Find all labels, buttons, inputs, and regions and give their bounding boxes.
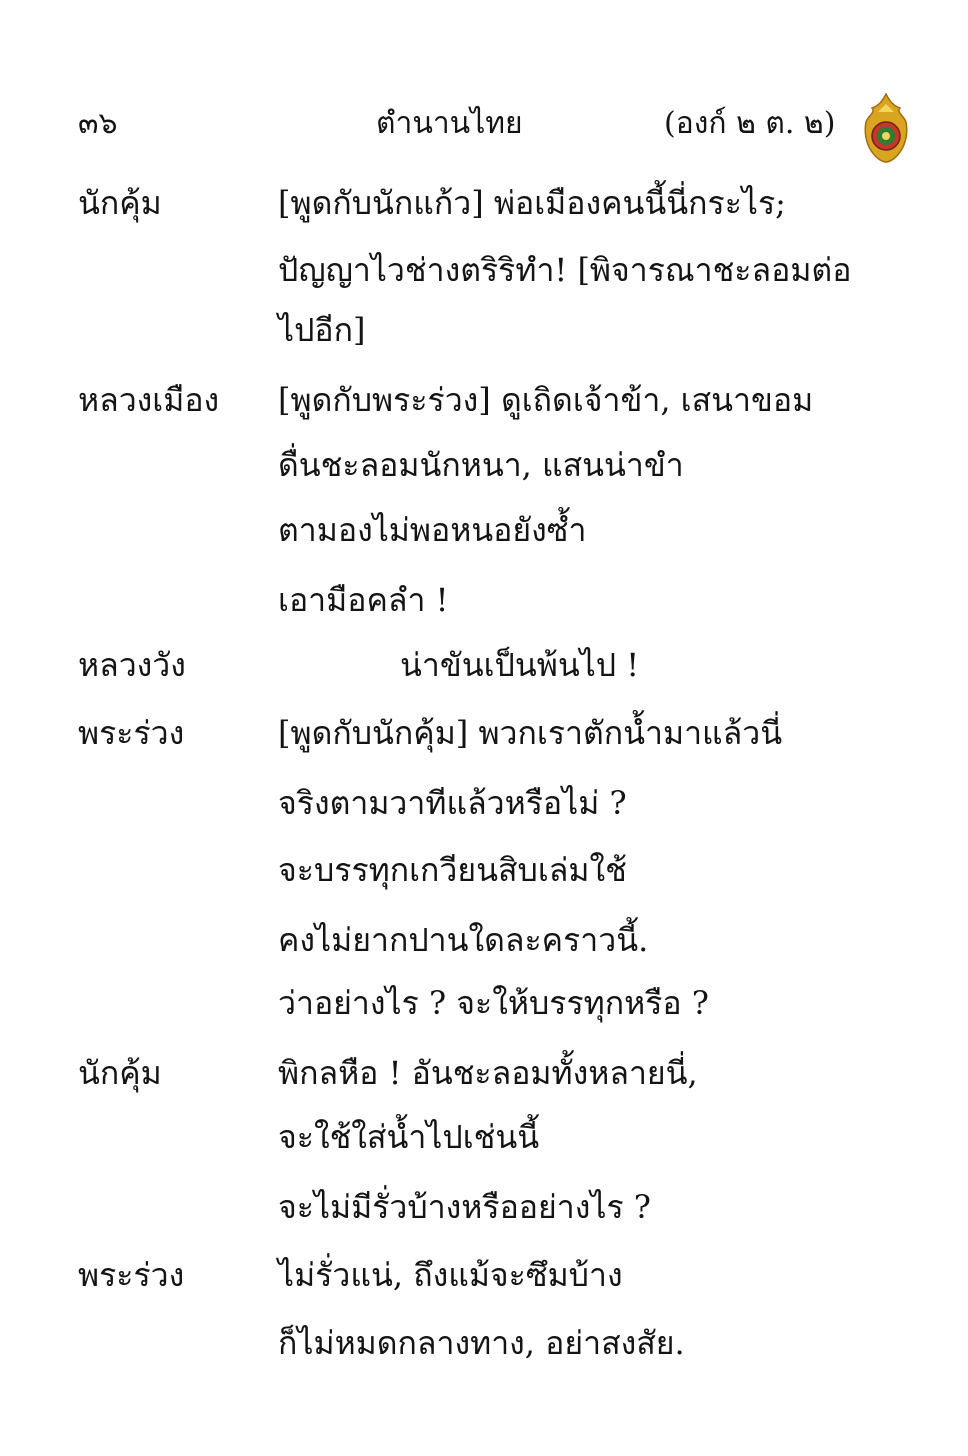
dialogue-line [0, 575, 968, 635]
dialogue-line [0, 915, 968, 975]
dialogue-line [0, 1112, 968, 1172]
dialogue-line [0, 1318, 968, 1378]
dialogue-line [0, 505, 968, 565]
speaker-name: หลวงเมือง [78, 381, 220, 419]
dialogue-text: ก็ไม่หมดกลางทาง, อย่าสงสัย. [278, 1324, 685, 1362]
dialogue-text: ว่าอย่างไร ? จะให้บรรทุกหรือ ? [278, 984, 709, 1022]
dialogue-text: [พูดกับนักคุ้ม] พวกเราตักน้ำมาแล้วนี่ [278, 714, 783, 752]
dialogue-line [0, 978, 968, 1038]
royal-emblem-icon [860, 92, 912, 164]
running-title: ตำนานไทย [376, 106, 523, 141]
dialogue-text: น่าขันเป็นพ้นไป ! [400, 646, 640, 684]
dialogue-line [0, 245, 968, 305]
dialogue-text: ตามองไม่พอหนอยังซ้ำ [278, 511, 587, 549]
speaker-name: นักคุ้ม [78, 1054, 162, 1092]
speaker-name: พระร่วง [78, 1256, 185, 1294]
dialogue-line [0, 1250, 968, 1310]
dialogue-line [0, 640, 968, 700]
dialogue-text: ดื่นชะลอมนักหนา, แสนน่าขำ [278, 446, 684, 484]
dialogue-line [0, 708, 968, 768]
dialogue-line [0, 778, 968, 838]
speaker-name: หลวงวัง [78, 646, 186, 684]
speaker-name: นักคุ้ม [78, 184, 162, 222]
dialogue-text: จะบรรทุกเกวียนสิบเล่มใช้ [278, 851, 627, 889]
dialogue-line [0, 178, 968, 238]
speaker-name: พระร่วง [78, 714, 185, 752]
dialogue-line [0, 1048, 968, 1108]
dialogue-text: เอามือคลำ ! [278, 581, 449, 619]
page-header [0, 100, 968, 150]
dialogue-line [0, 1182, 968, 1242]
dialogue-text: จริงตามวาทีแล้วหรือไม่ ? [278, 784, 627, 822]
dialogue-line [0, 305, 968, 365]
dialogue-text: คงไม่ยากปานใดละคราวนี้. [278, 921, 649, 959]
dialogue-text: ปัญญาไวช่างตริริทำ! [พิจารณาชะลอมต่อ [278, 251, 852, 289]
dialogue-text: [พูดกับพระร่วง] ดูเถิดเจ้าข้า, เสนาขอม [278, 381, 814, 419]
dialogue-text: จะใช้ใส่น้ำไปเช่นนี้ [278, 1118, 540, 1156]
page-number: ๓๖ [78, 106, 118, 141]
dialogue-text: ไม่รั่วแน่, ถึงแม้จะซึมบ้าง [278, 1256, 623, 1294]
dialogue-text: ไปอีก] [278, 311, 366, 349]
dialogue-line [0, 845, 968, 905]
dialogue-line [0, 375, 968, 435]
dialogue-text: พิกลหือ ! อันชะลอมทั้งหลายนี่, [278, 1054, 698, 1092]
dialogue-text: จะไม่มีรั่วบ้างหรืออย่างไร ? [278, 1188, 651, 1226]
dialogue-line [0, 440, 968, 500]
act-scene-label: (องก์ ๒ ต. ๒) [664, 106, 836, 141]
dialogue-text: [พูดกับนักแก้ว] พ่อเมืองคนนี้นี่กระไร; [278, 184, 786, 222]
